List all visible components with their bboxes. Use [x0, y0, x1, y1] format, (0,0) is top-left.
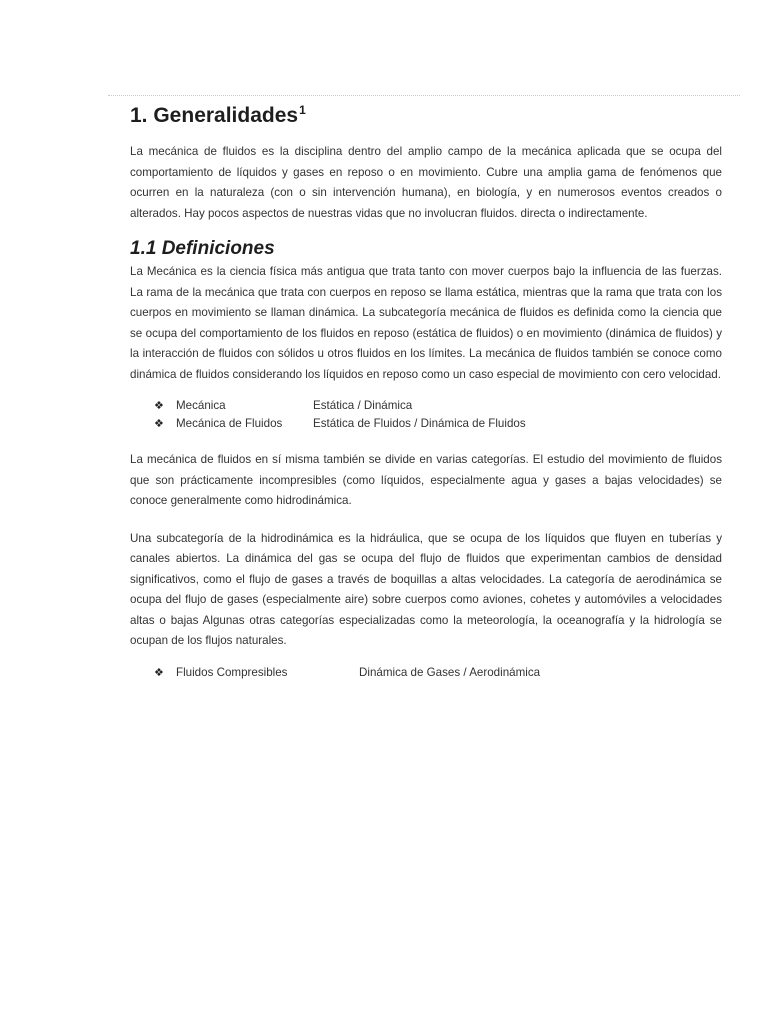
- bullet-description: Estática de Fluidos / Dinámica de Fluidos: [313, 417, 526, 430]
- footnote-marker[interactable]: 1: [299, 103, 306, 117]
- bullet-description: Estática / Dinámica: [313, 399, 413, 412]
- list-item: [130, 664, 722, 682]
- bullet-term: Mecánica de Fluidos: [176, 417, 283, 430]
- bullet-term: Fluidos Compresibles: [176, 665, 288, 679]
- diamond-bullet-icon: ❖: [154, 400, 164, 412]
- intro-paragraph: La mecánica de fluidos es la disciplina dentro del amplio campo de la mecánica aplicada que se ocupa del comportamiento de líquidos y gases en reposo o en movimiento. Cubre una amplia gama de fenómenos que ocurren en la naturaleza (con o sin intervención humana), en biología, y en numerosos eventos creados o alterados. Hay pocos aspectos de nuestras vidas que no involucran fluidos. directa o indirectamente.: [130, 145, 722, 220]
- page-title: [130, 96, 722, 130]
- section-heading: 1.1 Definiciones: [130, 238, 275, 259]
- hydrodynamics-paragraph: La mecánica de fluidos en sí misma también se divide en varias categorías. El estudio del movimiento de fluidos que son prácticamente incompresibles (como líquidos, especialmente agua y gases a bajas velocidades) se conoce generalmente como hidrodinámica.: [130, 453, 722, 507]
- definitions-paragraph: La Mecánica es la ciencia física más antigua que trata tanto con mover cuerpos bajo la influencia de las fuerzas. La rama de la mecánica que trata con cuerpos en reposo se llama estática, mientras que la rama que trata con los cuerpos en movimiento se llaman dinámica. La subcategoría mecánica de fluidos es definida como la ciencia que se ocupa del comportamiento de los fluidos en reposo (estática de fluidos) o en movimiento (dinámica de fluidos) y la interacción de fluidos con sólidos u otros fluidos en los límites. La mecánica de fluidos también se conoce como dinámica de fluidos considerando los líquidos en reposo como un caso especial de movimiento con cero velocidad.: [130, 265, 722, 381]
- title-text: 1. Generalidades: [130, 104, 299, 127]
- bullet-list-compressible: [130, 664, 722, 682]
- diamond-bullet-icon: ❖: [154, 418, 164, 430]
- list-item: [130, 415, 722, 433]
- diamond-bullet-icon: ❖: [154, 666, 164, 679]
- hydraulics-paragraph: Una subcategoría de la hidrodinámica es la hidráulica, que se ocupa de los líquidos que fluyen en tuberías y canales abiertos. La dinámica del gas se ocupa del flujo de fluidos que experimentan cambios de densidad significativos, como el flujo de gases a través de boquillas a altas velocidades. La categoría de aerodinámica se ocupa del flujo de gases (especialmente aire) sobre cuerpos como aviones, cohetes y automóviles a velocidades altas o bajas Algunas otras categorías especializadas como la meteorología, la oceanografía y la hidrología se ocupan de los flujos naturales.: [130, 531, 722, 647]
- list-item: [130, 397, 722, 415]
- bullet-description: Dinámica de Gases / Aerodinámica: [359, 665, 541, 679]
- document-page: [130, 96, 722, 682]
- bullet-list-mechanics: [130, 397, 722, 433]
- bullet-term: Mecánica: [176, 399, 226, 412]
